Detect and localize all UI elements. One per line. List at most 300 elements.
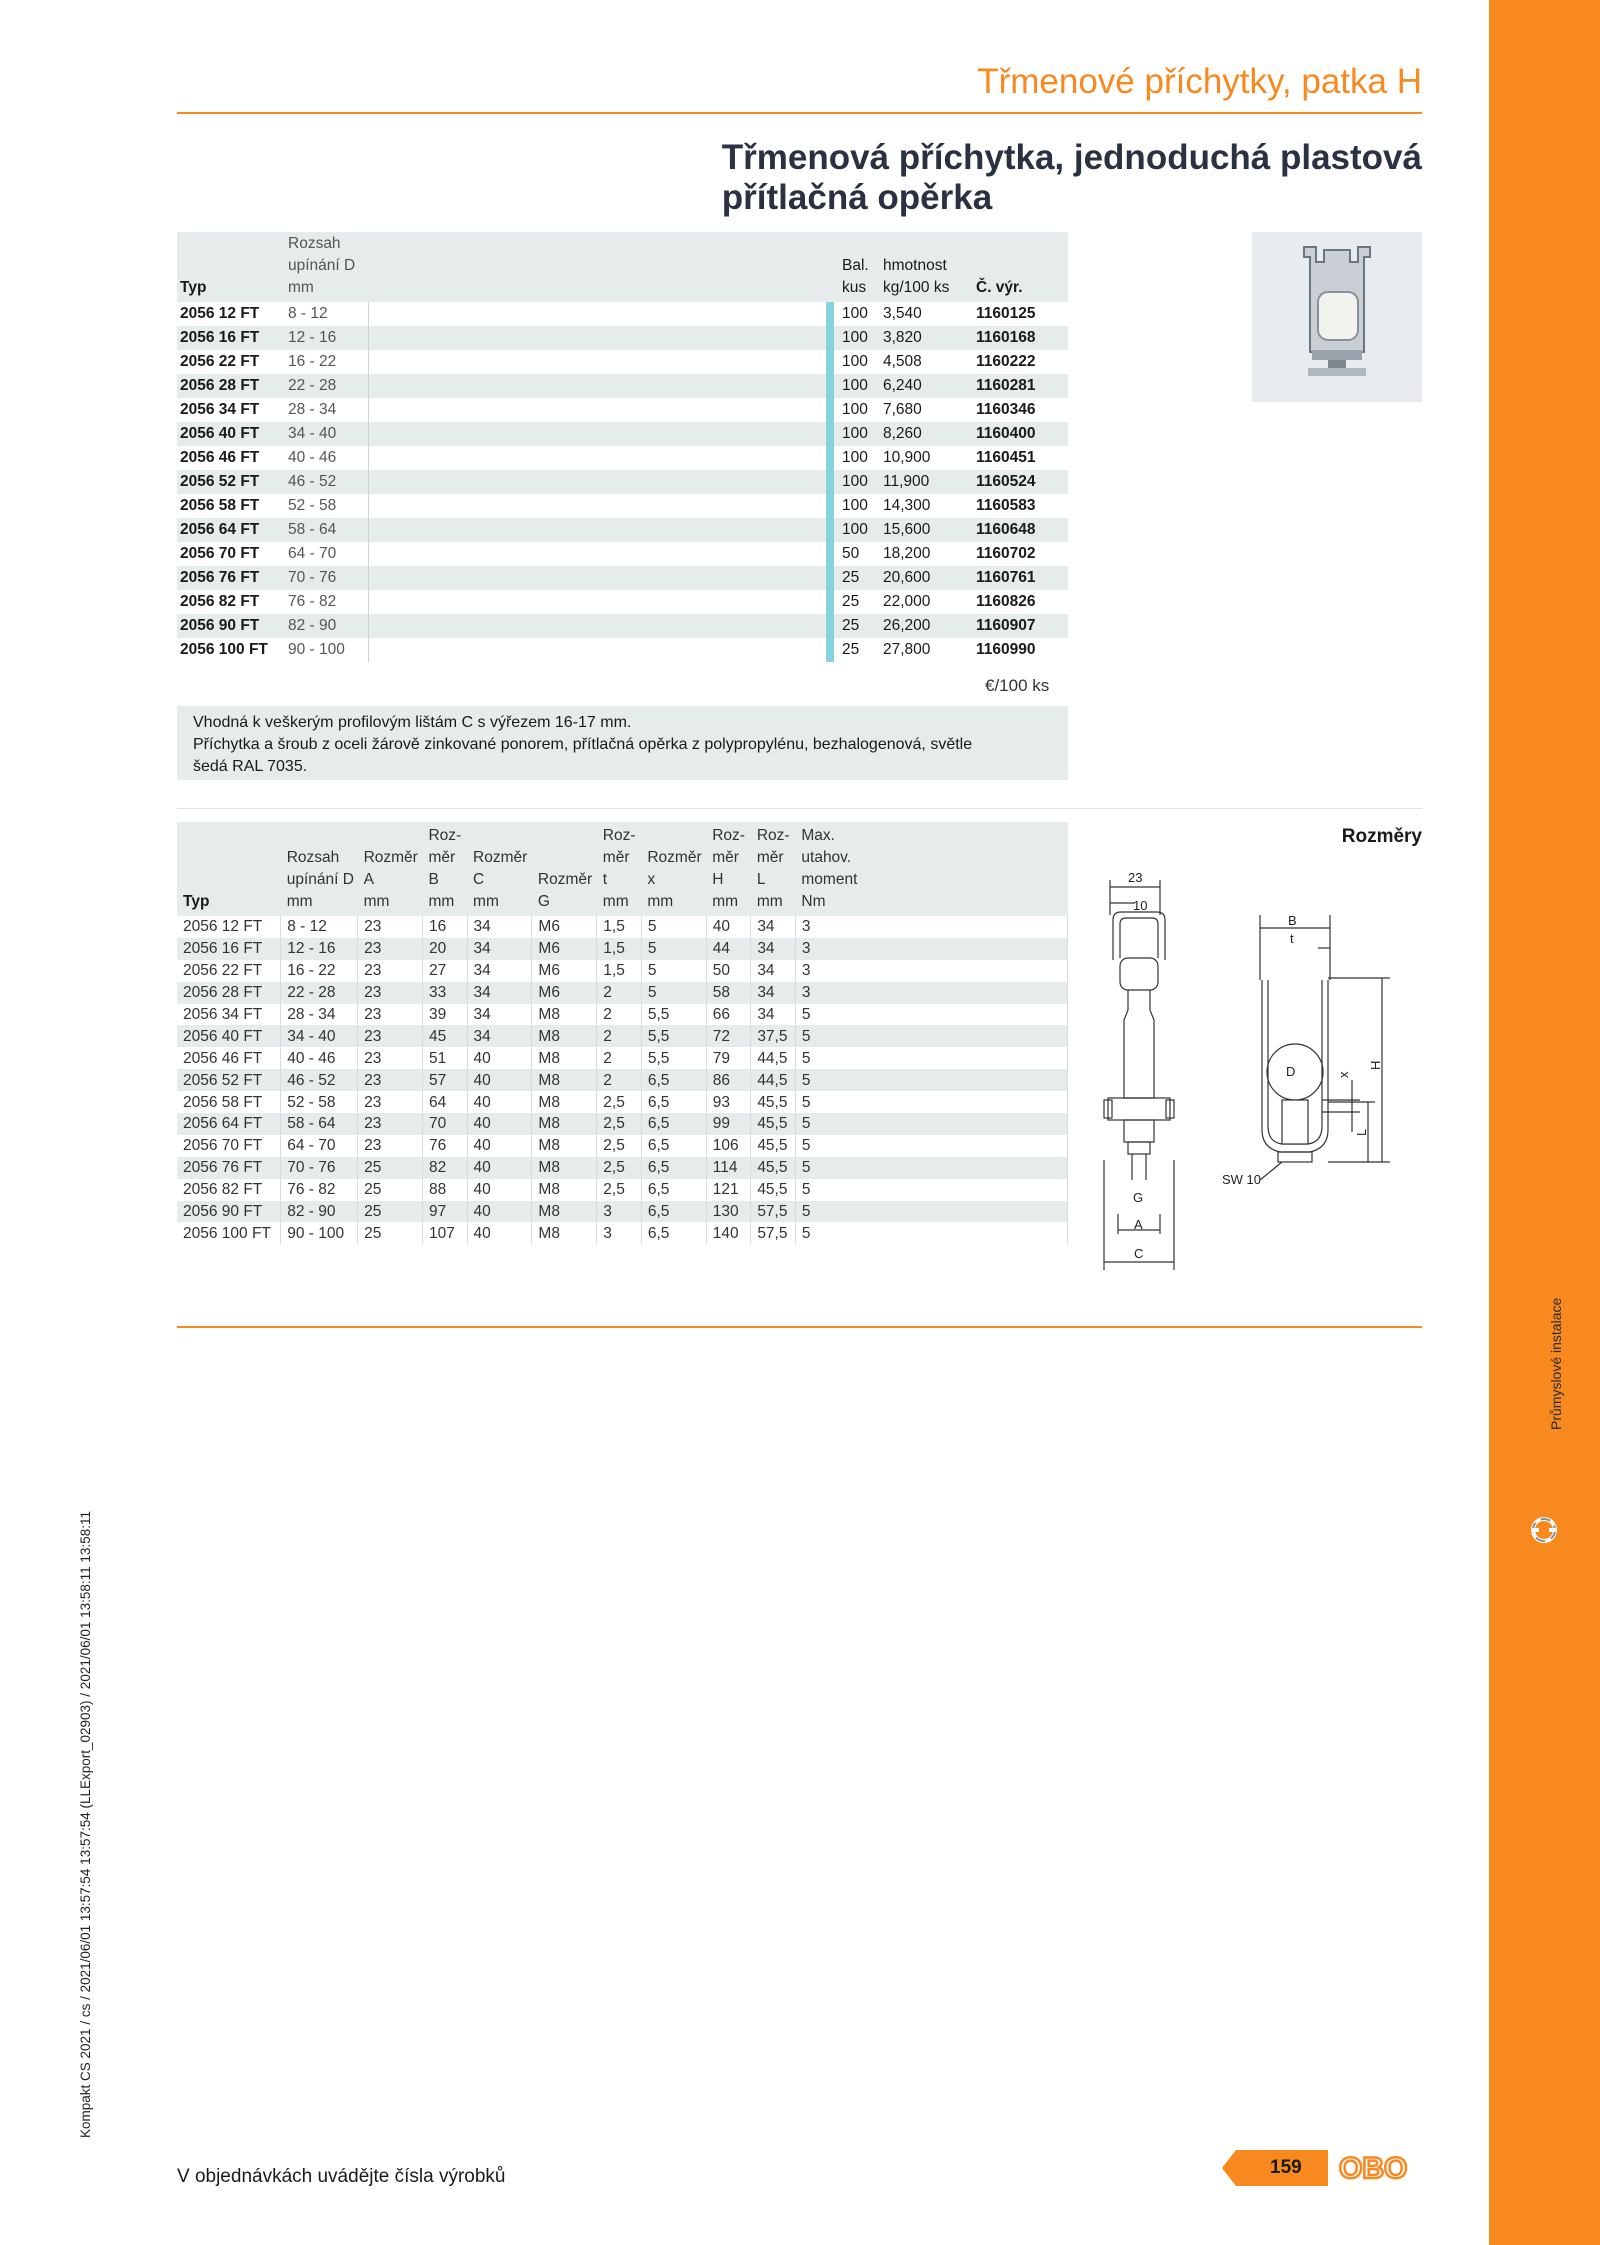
svg-text:OBO: OBO (1339, 2152, 1408, 2184)
cell-bal: 25 (842, 641, 860, 658)
cell-moment: 3 (795, 938, 1067, 960)
dim-c-label: C (1134, 1246, 1144, 1261)
table-row (177, 494, 1068, 518)
dim-x-label: x (1336, 1071, 1351, 1078)
cell-h: 50 (706, 960, 751, 982)
table-row (177, 1004, 1068, 1026)
cell-typ: 2056 58 FT (180, 497, 260, 514)
cell-g: M8 (532, 1222, 597, 1244)
cell-spacer (369, 590, 827, 614)
cell-typ: 2056 58 FT (177, 1091, 281, 1113)
cell-x: 6,5 (641, 1201, 706, 1223)
cell-g: M8 (532, 1047, 597, 1069)
title-line-1: Třmenová příchytka, jednoduchá plastová (721, 138, 1422, 177)
cell-c: 40 (467, 1047, 532, 1069)
cell-typ: 2056 76 FT (177, 1157, 281, 1179)
cell-t: 2,5 (597, 1091, 642, 1113)
cell-range: 8 - 12 (281, 916, 358, 938)
cell-h: 72 (706, 1025, 751, 1047)
cell-l: 57,5 (751, 1222, 796, 1244)
cable-clip-icon (1526, 1512, 1562, 1548)
cell-x: 6,5 (641, 1091, 706, 1113)
cell-spacer (369, 518, 827, 542)
cell-typ: 2056 70 FT (180, 545, 260, 562)
table-row (177, 1091, 1068, 1113)
cell-h: 114 (706, 1157, 751, 1179)
cell-art: 1160400 (973, 422, 1068, 446)
cell-typ: 2056 46 FT (180, 449, 260, 466)
cell-t: 2 (597, 1025, 642, 1047)
cell-weight: 20,600 (880, 566, 973, 590)
cell-range: 28 - 34 (285, 398, 369, 422)
cell-g: M8 (532, 1113, 597, 1135)
price-unit: €/100 ks (985, 676, 1050, 695)
cell-a: 23 (358, 938, 423, 960)
table-row (177, 1222, 1068, 1244)
table-row (177, 1179, 1068, 1201)
cell-range: 8 - 12 (285, 302, 369, 326)
cell-range: 40 - 46 (281, 1047, 358, 1069)
cell-moment: 5 (795, 1069, 1067, 1091)
cell-spacer (369, 302, 827, 326)
cell-typ: 2056 76 FT (177, 566, 285, 590)
cell-moment: 5 (795, 1113, 1067, 1135)
cell-range: 70 - 76 (281, 1157, 358, 1179)
cell-bal: 25 (834, 614, 880, 638)
cell-moment: 5 (795, 1222, 1067, 1244)
cell-spacer (369, 494, 827, 518)
cell-bar (826, 422, 834, 446)
cell-b: 45 (422, 1025, 467, 1047)
cell-x: 5,5 (641, 1047, 706, 1069)
cell-typ: 2056 28 FT (177, 982, 281, 1004)
cell-g: M8 (532, 1004, 597, 1026)
cell-l: 34 (751, 938, 796, 960)
section-label: Průmyslové instalace (1548, 1297, 1564, 1430)
cell-h: 106 (706, 1135, 751, 1157)
cell-bar (826, 494, 834, 518)
cell-a: 23 (358, 1025, 423, 1047)
imprint-text: Kompakt CS 2021 / cs / 2021/06/01 13:57:54 13:57:54 (LLExport_02903) / 2021/06/01 13:58:11 13:58:11 (78, 1511, 93, 2138)
cell-b: 39 (422, 1004, 467, 1026)
cell-bal: 25 (842, 593, 860, 610)
cell-a: 25 (358, 1157, 423, 1179)
col-b: Roz- měr B mm (422, 822, 467, 916)
cell-bal: 100 (842, 353, 868, 370)
cell-moment: 5 (795, 1091, 1067, 1113)
cell-c: 40 (467, 1135, 532, 1157)
cell-bar (826, 590, 834, 614)
cell-moment: 5 (795, 1025, 1067, 1047)
cell-weight: 3,540 (883, 305, 922, 322)
cell-range: 82 - 90 (281, 1201, 358, 1223)
cell-art: 1160826 (976, 593, 1036, 610)
col-bal: Bal. kus (834, 232, 880, 302)
table-row (177, 422, 1068, 446)
cell-weight: 26,200 (880, 614, 973, 638)
cell-bal: 25 (834, 566, 880, 590)
col-spacer (369, 232, 827, 302)
cell-a: 23 (358, 916, 423, 938)
cell-range: 64 - 70 (281, 1135, 358, 1157)
cell-bar (826, 302, 834, 326)
col-weight: hmotnost kg/100 ks (880, 232, 973, 302)
table-row (177, 938, 1068, 960)
cell-b: 33 (422, 982, 467, 1004)
article-table (177, 232, 1068, 662)
cell-art: 1160990 (976, 641, 1036, 658)
cell-range: 90 - 100 (285, 638, 369, 662)
cell-t: 1,5 (597, 960, 642, 982)
cell-bar (826, 638, 834, 662)
cell-typ: 2056 82 FT (177, 1179, 281, 1201)
page-title (722, 138, 1422, 218)
cell-typ: 2056 90 FT (177, 614, 285, 638)
cell-spacer (369, 566, 827, 590)
cell-a: 23 (358, 1091, 423, 1113)
col-range: Rozsah upínání D mm (285, 232, 369, 302)
table-row (177, 518, 1068, 542)
cell-l: 44,5 (751, 1047, 796, 1069)
cell-b: 20 (422, 938, 467, 960)
cell-range: 22 - 28 (281, 982, 358, 1004)
col-range: Rozsah upínání D mm (281, 822, 358, 916)
cell-b: 88 (422, 1179, 467, 1201)
col-x: Rozměr x mm (641, 822, 706, 916)
cell-weight: 27,800 (883, 641, 931, 658)
cell-x: 5 (641, 938, 706, 960)
cell-spacer (369, 638, 827, 662)
cell-range: 64 - 70 (285, 542, 369, 566)
cell-art: 1160524 (973, 470, 1068, 494)
table-row (177, 374, 1068, 398)
cell-g: M8 (532, 1201, 597, 1223)
cell-h: 140 (706, 1222, 751, 1244)
dimension-table (177, 822, 1068, 1244)
cell-t: 2 (597, 1004, 642, 1026)
cell-g: M6 (532, 938, 597, 960)
table-row (177, 916, 1068, 938)
cell-moment: 5 (795, 1179, 1067, 1201)
col-a: Rozměr A mm (358, 822, 423, 916)
cell-range: 12 - 16 (281, 938, 358, 960)
cell-t: 3 (597, 1201, 642, 1223)
order-note: V objednávkách uvádějte čísla výrobků (177, 2166, 506, 2187)
cell-l: 34 (751, 916, 796, 938)
cell-weight: 14,300 (883, 497, 931, 514)
cell-art: 1160125 (976, 305, 1036, 322)
chapter-title: Třmenové příchytky, patka H (977, 62, 1422, 101)
cell-b: 16 (422, 916, 467, 938)
cell-spacer (369, 350, 827, 374)
cell-x: 5 (641, 960, 706, 982)
cell-t: 2 (597, 1047, 642, 1069)
cell-x: 5,5 (641, 1025, 706, 1047)
cell-art: 1160451 (976, 449, 1036, 466)
col-g: Rozměr G (532, 822, 597, 916)
cell-art: 1160761 (973, 566, 1068, 590)
cell-g: M8 (532, 1091, 597, 1113)
cell-bar (826, 566, 834, 590)
cell-bar (826, 542, 834, 566)
cell-art: 1160648 (973, 518, 1068, 542)
cell-spacer (369, 422, 827, 446)
cell-l: 44,5 (751, 1069, 796, 1091)
cell-c: 40 (467, 1179, 532, 1201)
cell-range: 16 - 22 (281, 960, 358, 982)
cell-typ: 2056 52 FT (177, 470, 285, 494)
cell-range: 34 - 40 (285, 422, 369, 446)
cell-art: 1160346 (976, 401, 1036, 418)
cell-c: 34 (467, 1025, 532, 1047)
cell-bal: 100 (842, 401, 868, 418)
cell-range: 52 - 58 (285, 494, 369, 518)
sw10-label: SW 10 (1222, 1172, 1262, 1187)
cell-range: 22 - 28 (285, 374, 369, 398)
cell-spacer (369, 470, 827, 494)
table-row (177, 982, 1068, 1004)
cell-g: M8 (532, 1069, 597, 1091)
cell-typ: 2056 34 FT (177, 1004, 281, 1026)
cell-bar (826, 614, 834, 638)
cell-range: 76 - 82 (281, 1179, 358, 1201)
table-row (177, 1069, 1068, 1091)
cell-a: 23 (358, 1004, 423, 1026)
cell-g: M6 (532, 982, 597, 1004)
cell-range: 28 - 34 (281, 1004, 358, 1026)
cell-range: 52 - 58 (281, 1091, 358, 1113)
cell-g: M6 (532, 960, 597, 982)
cell-t: 1,5 (597, 916, 642, 938)
cell-typ: 2056 52 FT (177, 1069, 281, 1091)
cell-moment: 3 (795, 982, 1067, 1004)
cell-range: 58 - 64 (285, 518, 369, 542)
cell-l: 57,5 (751, 1201, 796, 1223)
cell-spacer (369, 542, 827, 566)
cell-weight: 11,900 (880, 470, 973, 494)
cell-art: 1160168 (973, 326, 1068, 350)
cell-bar (826, 326, 834, 350)
cell-c: 40 (467, 1222, 532, 1244)
cell-weight: 3,820 (880, 326, 973, 350)
cell-g: M6 (532, 916, 597, 938)
cell-h: 99 (706, 1113, 751, 1135)
cell-weight: 18,200 (883, 545, 931, 562)
cell-bal: 100 (834, 518, 880, 542)
cell-range: 76 - 82 (285, 590, 369, 614)
cell-a: 23 (358, 960, 423, 982)
cell-moment: 5 (795, 1157, 1067, 1179)
cell-range: 12 - 16 (285, 326, 369, 350)
col-typ: Typ (177, 232, 285, 302)
table-row (177, 960, 1068, 982)
cell-typ: 2056 16 FT (177, 326, 285, 350)
cell-typ: 2056 46 FT (177, 1047, 281, 1069)
cell-c: 40 (467, 1091, 532, 1113)
cell-t: 2,5 (597, 1157, 642, 1179)
cell-a: 25 (358, 1222, 423, 1244)
cell-range: 58 - 64 (281, 1113, 358, 1135)
cell-x: 6,5 (641, 1222, 706, 1244)
cell-moment: 5 (795, 1201, 1067, 1223)
cell-typ: 2056 12 FT (180, 305, 260, 322)
cell-g: M8 (532, 1135, 597, 1157)
cell-a: 23 (358, 982, 423, 1004)
dim-d-label: D (1286, 1064, 1296, 1079)
cell-typ: 2056 100 FT (177, 1222, 281, 1244)
cell-l: 45,5 (751, 1113, 796, 1135)
cell-art: 1160583 (976, 497, 1036, 514)
cell-range: 82 - 90 (285, 614, 369, 638)
cell-t: 2,5 (597, 1113, 642, 1135)
table-row (177, 350, 1068, 374)
cell-h: 121 (706, 1179, 751, 1201)
col-c: Rozměr C mm (467, 822, 532, 916)
cell-l: 34 (751, 960, 796, 982)
col-bar (826, 232, 834, 302)
cell-typ: 2056 90 FT (177, 1201, 281, 1223)
cell-bar (826, 398, 834, 422)
cell-g: M8 (532, 1179, 597, 1201)
cell-moment: 3 (795, 916, 1067, 938)
cell-c: 34 (467, 938, 532, 960)
cell-weight: 22,000 (883, 593, 931, 610)
product-note: Vhodná k veškerým profilovým lištám C s výřezem 16-17 mm. Příchytka a šroub z oceli žárově zinkované ponorem, přítlačná opěrka z polypropylénu, bezhalogenová, světle šedá RAL 7035. (177, 706, 1068, 780)
cell-x: 6,5 (641, 1113, 706, 1135)
cell-a: 23 (358, 1135, 423, 1157)
cell-weight: 7,680 (883, 401, 922, 418)
cell-l: 45,5 (751, 1179, 796, 1201)
cell-t: 2 (597, 982, 642, 1004)
cell-l: 34 (751, 982, 796, 1004)
cell-typ: 2056 100 FT (180, 641, 268, 658)
cell-c: 40 (467, 1157, 532, 1179)
cell-spacer (369, 374, 827, 398)
cell-c: 34 (467, 960, 532, 982)
cell-bar (826, 374, 834, 398)
cell-b: 51 (422, 1047, 467, 1069)
cell-moment: 5 (795, 1047, 1067, 1069)
cell-t: 1,5 (597, 938, 642, 960)
cell-bal: 100 (834, 374, 880, 398)
dim-g-label: G (1133, 1190, 1144, 1205)
cell-b: 107 (422, 1222, 467, 1244)
table-row (177, 1201, 1068, 1223)
cell-x: 6,5 (641, 1179, 706, 1201)
dim-23-label: 23 (1128, 870, 1143, 885)
cell-art: 1160281 (973, 374, 1068, 398)
table-row (177, 614, 1068, 638)
cell-b: 57 (422, 1069, 467, 1091)
cell-range: 90 - 100 (281, 1222, 358, 1244)
cell-l: 34 (751, 1004, 796, 1026)
cell-c: 34 (467, 1004, 532, 1026)
cell-c: 40 (467, 1069, 532, 1091)
col-l: Roz- měr L mm (751, 822, 796, 916)
cell-t: 2 (597, 1069, 642, 1091)
cell-bar (826, 518, 834, 542)
cell-typ: 2056 64 FT (177, 518, 285, 542)
table-row (177, 1025, 1068, 1047)
col-moment: Max. utahov. moment Nm (795, 822, 1067, 916)
dim-h-label: H (1368, 1060, 1383, 1070)
cell-t: 3 (597, 1222, 642, 1244)
cell-b: 76 (422, 1135, 467, 1157)
cell-g: M8 (532, 1157, 597, 1179)
cell-a: 25 (358, 1201, 423, 1223)
cell-typ: 2056 70 FT (177, 1135, 281, 1157)
table-row (177, 638, 1068, 662)
cell-h: 58 (706, 982, 751, 1004)
cell-typ: 2056 64 FT (177, 1113, 281, 1135)
cell-range: 46 - 52 (285, 470, 369, 494)
table-row (177, 1113, 1068, 1135)
cell-h: 93 (706, 1091, 751, 1113)
cell-h: 40 (706, 916, 751, 938)
cell-weight: 6,240 (880, 374, 973, 398)
cell-weight: 10,900 (883, 449, 931, 466)
cell-b: 27 (422, 960, 467, 982)
cell-t: 2,5 (597, 1135, 642, 1157)
cell-spacer (369, 398, 827, 422)
cell-x: 5 (641, 916, 706, 938)
cell-c: 34 (467, 916, 532, 938)
cell-t: 2,5 (597, 1179, 642, 1201)
header-rule (177, 112, 1422, 114)
cell-x: 6,5 (641, 1157, 706, 1179)
cell-typ: 2056 16 FT (177, 938, 281, 960)
cell-a: 23 (358, 1047, 423, 1069)
table-row (177, 302, 1068, 326)
table-row (177, 566, 1068, 590)
cell-art: 1160702 (976, 545, 1036, 562)
cell-b: 70 (422, 1113, 467, 1135)
dim-b-label: B (1288, 913, 1297, 928)
section-rule (177, 1326, 1422, 1328)
table-row (177, 470, 1068, 494)
cell-l: 45,5 (751, 1091, 796, 1113)
table-row (177, 1157, 1068, 1179)
cell-l: 37,5 (751, 1025, 796, 1047)
cell-h: 44 (706, 938, 751, 960)
cell-x: 6,5 (641, 1135, 706, 1157)
table-row (177, 446, 1068, 470)
cell-bal: 100 (842, 497, 868, 514)
cell-moment: 5 (795, 1004, 1067, 1026)
cell-b: 82 (422, 1157, 467, 1179)
cell-weight: 15,600 (880, 518, 973, 542)
cell-typ: 2056 40 FT (177, 422, 285, 446)
dimension-drawing (1090, 860, 1422, 1280)
cell-b: 64 (422, 1091, 467, 1113)
cell-h: 66 (706, 1004, 751, 1026)
cell-h: 86 (706, 1069, 751, 1091)
sidebar-band (1489, 0, 1600, 2245)
dimensions-title: Rozměry (1341, 826, 1422, 847)
cell-bal: 100 (842, 449, 868, 466)
cell-bal: 100 (834, 470, 880, 494)
cell-c: 40 (467, 1113, 532, 1135)
cell-a: 23 (358, 1069, 423, 1091)
product-photo (1252, 232, 1422, 402)
cell-c: 34 (467, 982, 532, 1004)
col-art: Č. výr. (973, 232, 1068, 302)
cell-typ: 2056 34 FT (180, 401, 260, 418)
cell-weight: 8,260 (880, 422, 973, 446)
cell-c: 40 (467, 1201, 532, 1223)
col-t: Roz- měr t mm (597, 822, 642, 916)
cell-moment: 5 (795, 1135, 1067, 1157)
